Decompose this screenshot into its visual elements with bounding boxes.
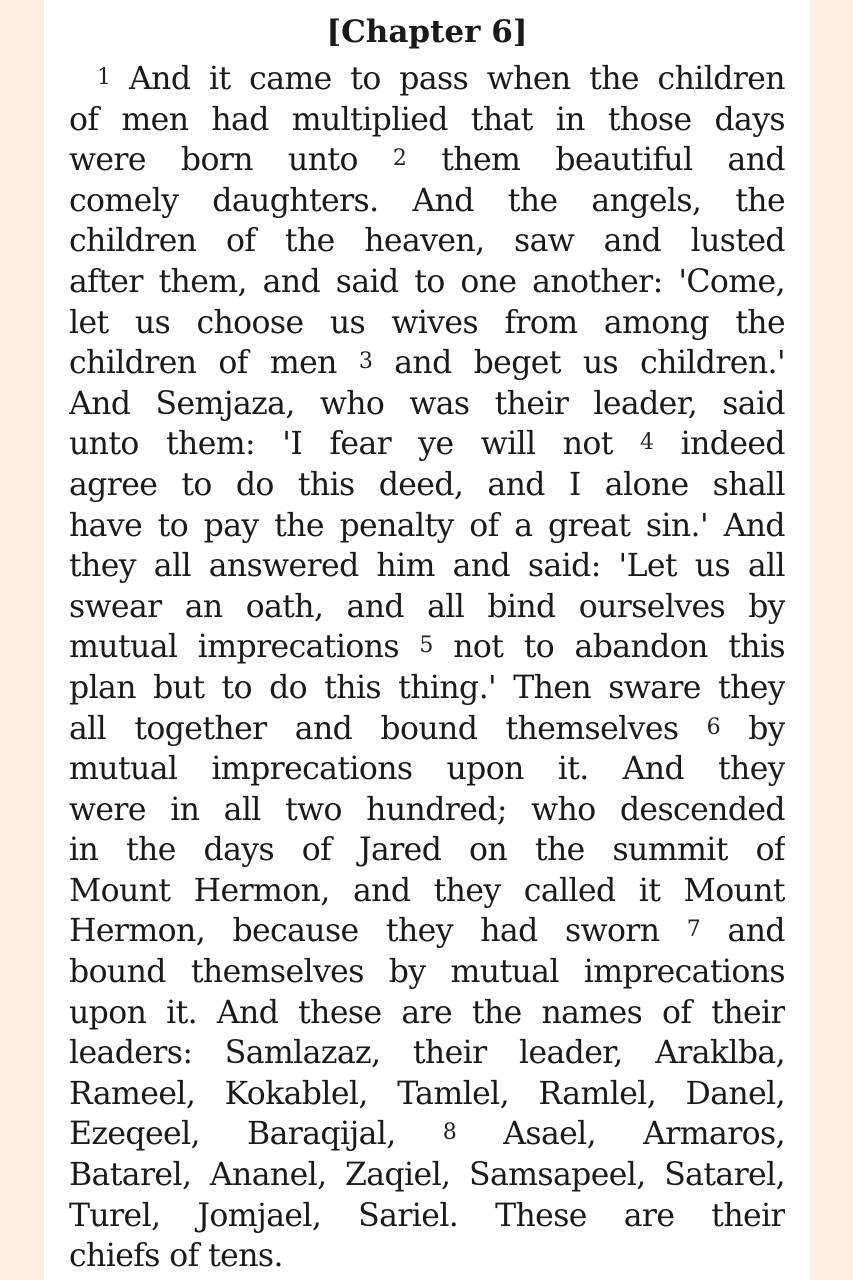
text-segment: of men had multiplied that in those days	[69, 101, 785, 138]
text-segment: Ezeqeel, Baraqijal,	[69, 1116, 443, 1153]
text-segment: And Semjaza, who was their leader, said	[69, 385, 785, 422]
text-segment: let us choose us wives from among the	[69, 304, 785, 341]
text-segment: mutual imprecations	[69, 629, 420, 666]
text-line	[69, 668, 785, 709]
text-line	[69, 1196, 785, 1237]
text-line	[69, 181, 785, 222]
text-line	[69, 140, 785, 181]
text-segment: And it came to pass when the children	[110, 61, 785, 97]
text-segment: plan but to do this thing.' Then sware they	[69, 669, 785, 706]
text-segment: not to abandon this	[432, 629, 785, 666]
text-line	[69, 1236, 785, 1277]
text-segment: were born unto	[69, 142, 393, 179]
text-line	[69, 1074, 785, 1115]
verse-number: 6	[706, 714, 721, 740]
verse-number: 8	[442, 1120, 457, 1146]
verse-number: 5	[419, 633, 433, 659]
text-line	[69, 952, 785, 993]
text-segment: agree to do this deed, and I alone shall	[69, 466, 785, 503]
text-line	[69, 627, 785, 668]
text-segment: all together and bound themselves	[69, 710, 707, 747]
text-line	[69, 1155, 785, 1196]
text-line	[69, 587, 785, 628]
text-segment: indeed	[653, 426, 785, 463]
text-line	[69, 343, 785, 384]
text-line	[69, 871, 785, 912]
text-segment: were in all two hundred; who descended	[69, 791, 785, 828]
text-segment: Hermon, because they had sworn	[69, 913, 687, 950]
text-segment: them beautiful and	[406, 142, 785, 179]
text-line	[69, 749, 785, 790]
verse-number: 7	[686, 917, 701, 943]
text-line	[69, 262, 785, 303]
text-segment: upon it. And these are the names of their	[69, 994, 785, 1031]
text-segment: comely daughters. And the angels, the	[69, 182, 785, 219]
text-line	[69, 303, 785, 344]
text-segment: chiefs of tens.	[69, 1238, 283, 1275]
text-line	[69, 830, 785, 871]
text-segment: Batarel, Ananel, Zaqiel, Samsapeel, Satarel,	[69, 1157, 785, 1194]
text-segment: Mount Hermon, and they called it Mount	[69, 872, 785, 909]
text-segment: Rameel, Kokablel, Tamlel, Ramlel, Danel,	[69, 1075, 785, 1112]
text-segment: and	[700, 913, 785, 950]
text-segment: children of men	[69, 345, 359, 382]
text-segment: after them, and said to one another: 'Come,	[69, 263, 785, 300]
verse-number: 1	[97, 65, 111, 90]
text-line	[69, 546, 785, 587]
text-segment: unto them: 'I fear ye will not	[69, 426, 641, 463]
reader-page	[44, 0, 810, 1280]
text-segment: Turel, Jomjael, Sariel. These are their	[69, 1197, 785, 1234]
text-segment: and beget us children.'	[372, 345, 785, 382]
chapter-title: [Chapter 6]	[326, 14, 528, 50]
text-line	[69, 384, 785, 425]
text-line	[69, 506, 785, 547]
chapter-text	[69, 59, 785, 1277]
text-line	[69, 100, 785, 141]
text-line	[69, 1033, 785, 1074]
verse-number: 4	[640, 430, 654, 456]
text-line	[69, 424, 785, 465]
text-segment: in the days of Jared on the summit of	[69, 832, 785, 869]
text-line	[69, 1114, 785, 1155]
text-segment: bound themselves by mutual imprecations	[69, 954, 785, 991]
text-line	[69, 221, 785, 262]
text-line	[69, 59, 785, 100]
text-segment: leaders: Samlazaz, their leader, Araklba,	[69, 1035, 785, 1072]
text-segment: Asael, Armaros,	[456, 1116, 785, 1153]
text-line	[69, 790, 785, 831]
text-line	[69, 709, 785, 750]
text-segment: by	[720, 710, 785, 747]
verse-number: 2	[392, 146, 407, 172]
text-line	[69, 465, 785, 506]
text-segment: mutual imprecations upon it. And they	[69, 751, 785, 788]
text-segment: children of the heaven, saw and lusted	[69, 223, 785, 260]
text-segment: they all answered him and said: 'Let us all	[69, 548, 785, 585]
text-segment: have to pay the penalty of a great sin.' And	[69, 507, 785, 544]
text-segment: swear an oath, and all bind ourselves by	[69, 588, 785, 625]
text-line	[69, 993, 785, 1034]
text-line	[69, 911, 785, 952]
verse-number: 3	[358, 349, 373, 375]
